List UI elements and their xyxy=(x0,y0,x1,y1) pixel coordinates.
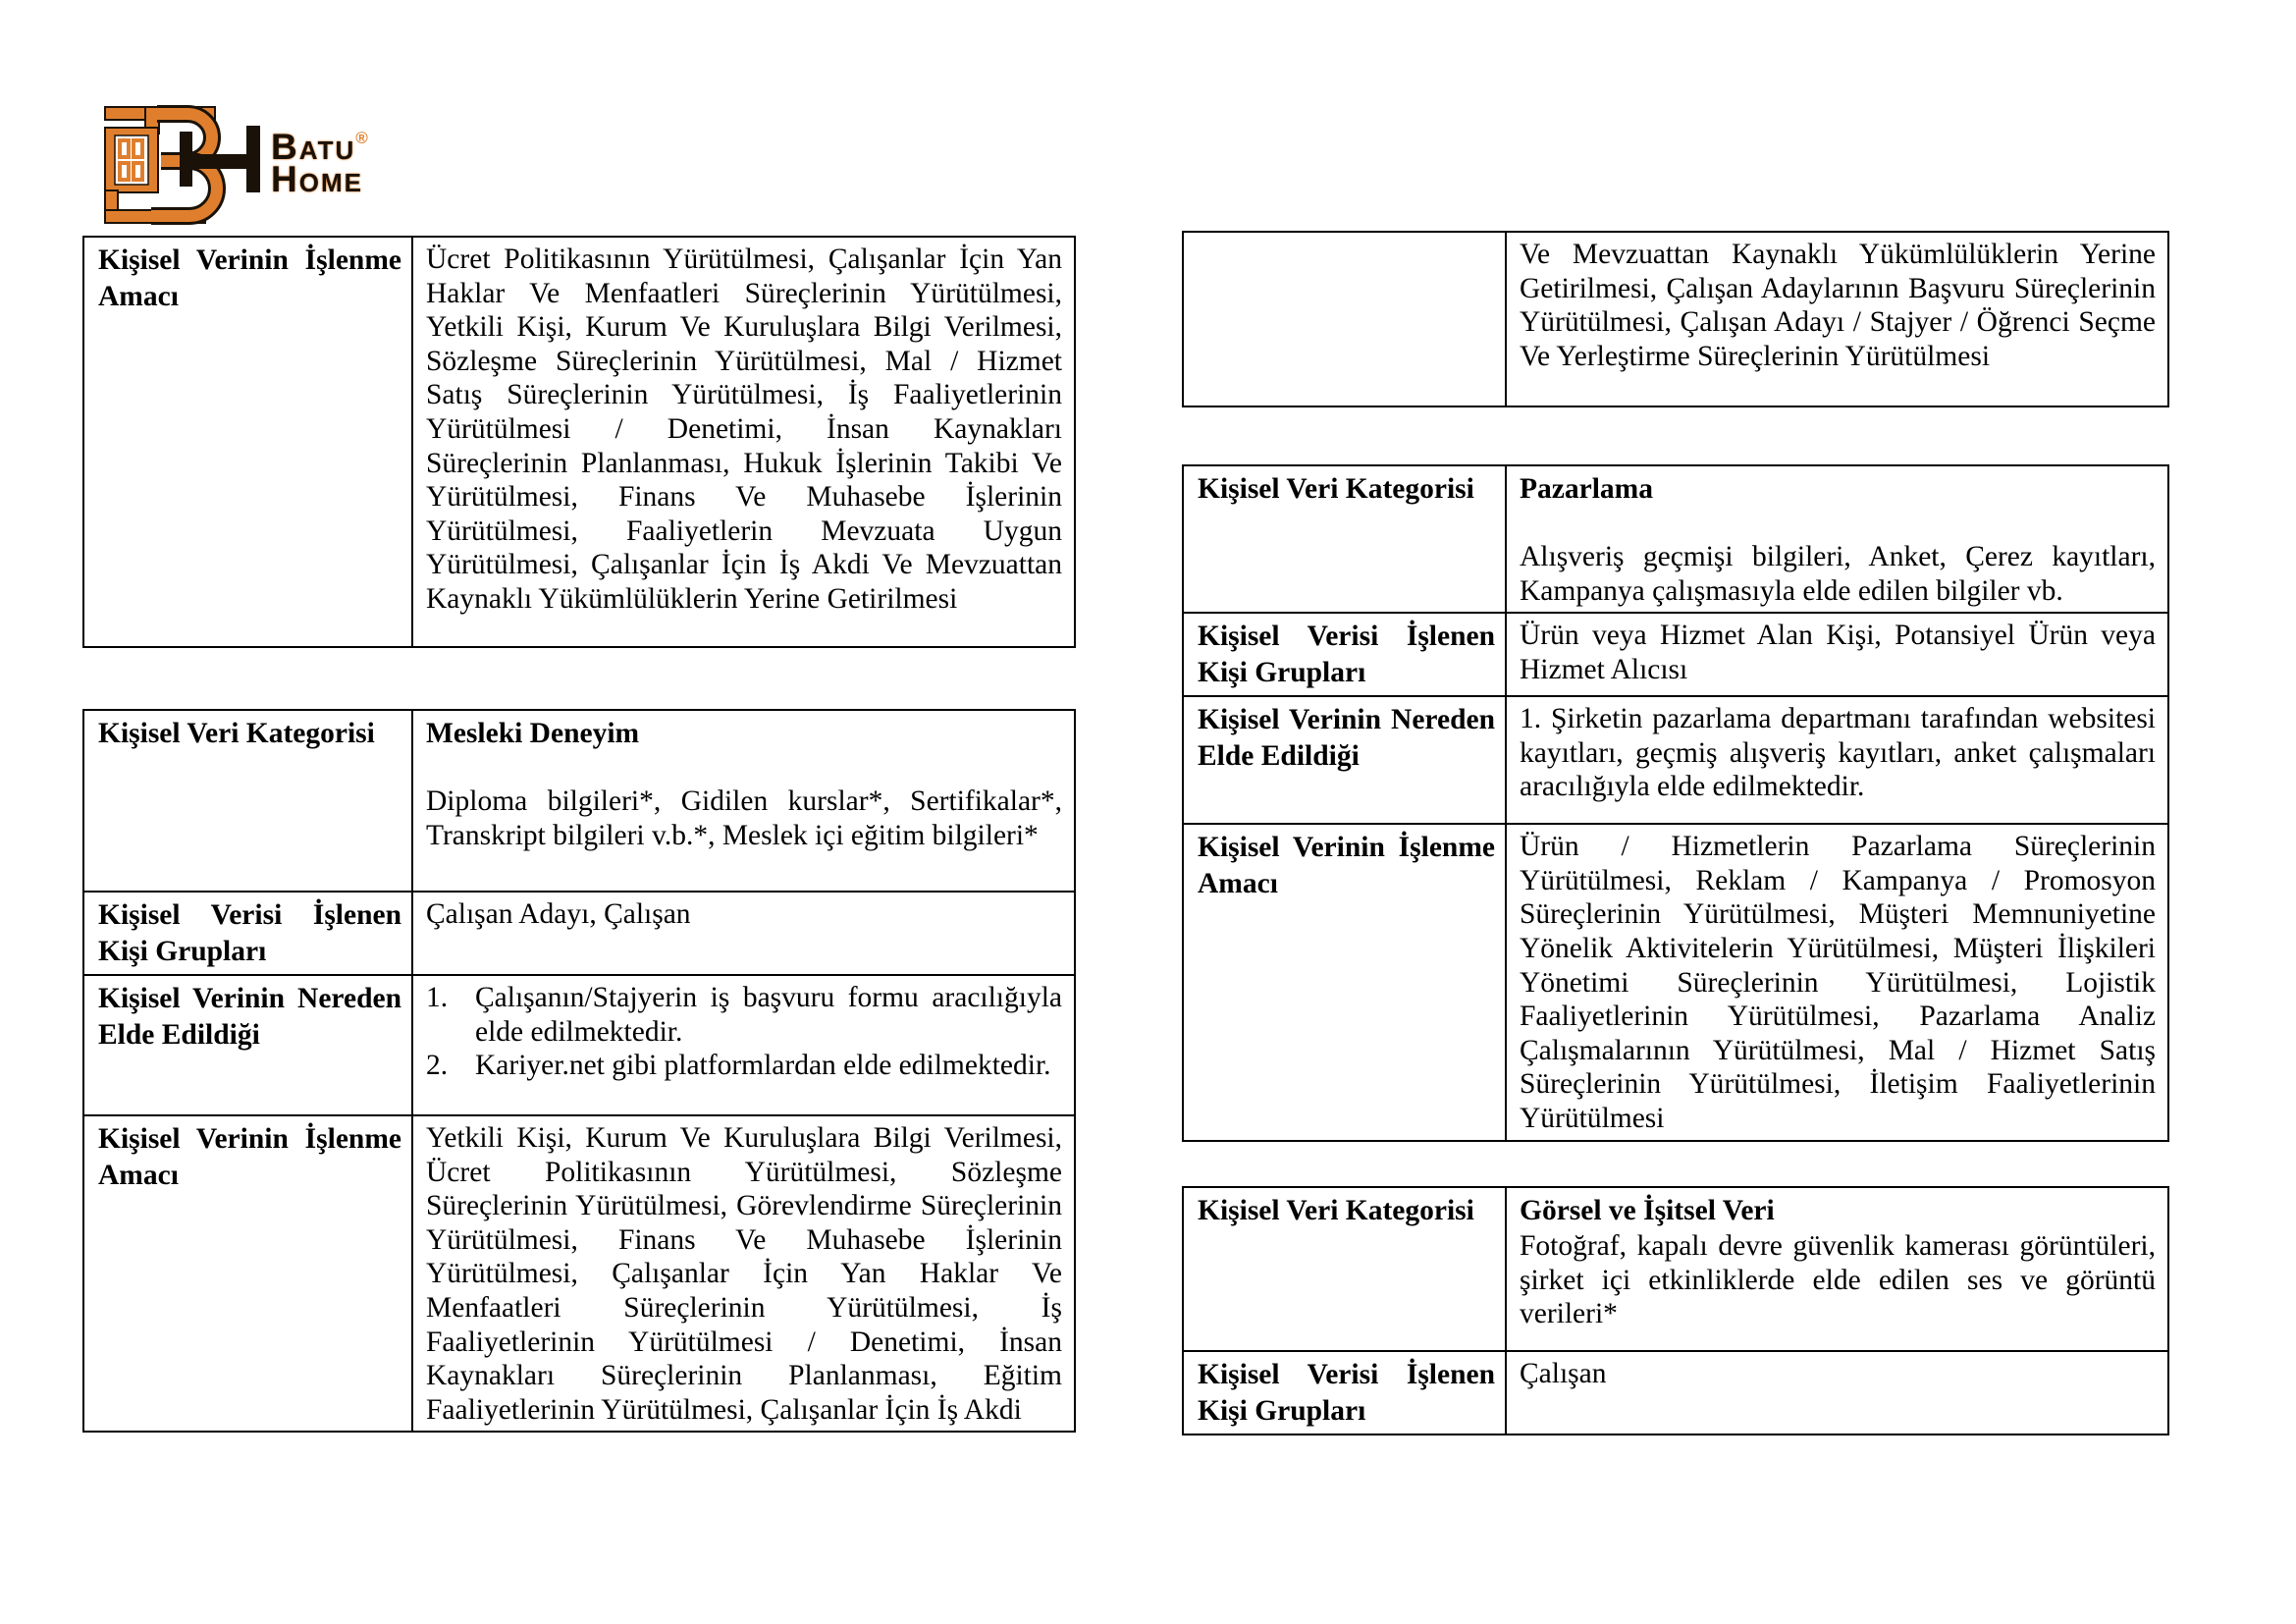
row-header-subject-groups: Kişisel Verisi İşlenen Kişi Grupları xyxy=(1184,614,1507,695)
logo-word-home: Home xyxy=(271,159,363,199)
list-item-text: Kariyer.net gibi platformlardan elde edilmektedir. xyxy=(475,1050,1051,1082)
category-title: Pazarlama xyxy=(1520,473,1653,505)
category-title: Görsel ve İşitsel Veri xyxy=(1520,1195,1775,1226)
table-row xyxy=(1184,823,2167,1139)
list-item-number: 1. xyxy=(426,982,449,1013)
category-description: Diploma bilgileri*, Gidilen kurslar*, Sertifikalar*, Transkript bilgileri v.b.*, Meslek içi eğitim bilgileri* xyxy=(426,785,1062,851)
row-header-processing-purpose: Kişisel Verinin İşlenme Amacı xyxy=(84,238,413,646)
category-description: Alışveriş geçmişi bilgileri, Anket, Çerez kayıtları, Kampanya çalışmasıyla elde edilen bilgiler vb. xyxy=(1520,541,2156,607)
row-header-data-source: Kişisel Verinin Nereden Elde Edildiği xyxy=(1184,697,1507,823)
row-header-processing-purpose: Kişisel Verinin İşlenme Amacı xyxy=(84,1116,413,1431)
table-audiovisual xyxy=(1182,1186,2169,1435)
cell-processing-purpose-text: Yetkili Kişi, Kurum Ve Kuruluşlara Bilgi Verilmesi, Ücret Politikasının Yürütülmesi, Sözleşme Süreçlerinin Yürütülmesi, Görevlendirme Süreçlerinin Yürütülmesi, Finans Ve Muhasebe İşlerinin Yürütülmesi, Çalışanlar İçin Yan Haklar Ve Menfaatleri Süreçlerinin Yürütülmesi, İş Faaliyetlerinin Yürütülmesi / Denetimi, İnsan Kaynakları Süreçlerinin Planlanması, Eğitim Faaliyetlerinin Yürütülmesi, Çalışanlar İçin İş Akdi xyxy=(426,1122,1062,1426)
table-row xyxy=(1184,1350,2167,1434)
row-header-processing-purpose: Kişisel Verinin İşlenme Amacı xyxy=(1184,825,1507,1139)
row-header-data-category: Kişisel Veri Kategorisi xyxy=(1184,1188,1507,1350)
cell-subject-groups: Çalışan xyxy=(1520,1358,1607,1389)
table-employment-purpose xyxy=(82,236,1076,648)
row-header-subject-groups: Kişisel Verisi İşlenen Kişi Grupları xyxy=(84,893,413,974)
table-marketing xyxy=(1182,464,2169,1142)
registered-trademark-icon: ® xyxy=(355,129,368,147)
cell-purpose-continuation-text: Ve Mevzuattan Kaynaklı Yükümlülüklerin Yerine Getirilmesi, Çalışan Adaylarının Başvuru Süreçlerinin Yürütülmesi, Çalışan Adayı / Stajyer / Öğrenci Seçme Ve Yerleştirme Süreçlerinin Yürütülmesi xyxy=(1520,239,2156,372)
table-row xyxy=(84,1114,1074,1431)
empty-header-cell xyxy=(1184,233,1507,406)
cell-data-category xyxy=(1507,1188,2167,1350)
cell-processing-purpose-text: Ücret Politikasının Yürütülmesi, Çalışanlar İçin Yan Haklar Ve Menfaatleri Süreçlerinin Yürütülmesi, Yetkili Kişi, Kurum Ve Kuruluşlara Bilgi Verilmesi, Sözleşme Süreçlerinin Yürütülmesi, Mal / Hizmet Satış Süreçlerinin Yürütülmesi, İş Faaliyetlerinin Yürütülmesi / Denetimi, İnsan Kaynakları Süreçlerinin Planlanması, Hukuk İşlerinin Takibi Ve Yürütülmesi, Finans Ve Muhasebe İşlerinin Yürütülmesi, Faaliyetlerin Mevzuata Uygun Yürütülmesi, Çalışanlar İçin İş Akdi Ve Mevzuattan Kaynaklı Yükümlülüklerin Yerine Getirilmesi xyxy=(426,244,1062,615)
cell-processing-purpose-text: Ürün / Hizmetlerin Pazarlama Süreçlerinin Yürütülmesi, Reklam / Kampanya / Promosyon Süreçlerinin Yürütülmesi, Müşteri Memnuniyetine Yönelik Aktivitelerin Yürütülmesi, Müşteri İlişkileri Yönetimi Süreçlerinin Yürütülmesi, Lojistik Faaliyetlerinin Yürütülmesi, Pazarlama Analiz Çalışmalarının Yürütülmesi, Mal / Hizmet Satış Süreçlerinin Yürütülmesi, İletişim Faaliyetlerinin Yürütülmesi xyxy=(1520,831,2156,1134)
table-professional-experience xyxy=(82,709,1076,1433)
table-row xyxy=(84,711,1074,891)
logo-wordmark xyxy=(271,122,368,199)
cell-data-source: 1. Şirketin pazarlama departmanı tarafından websitesi kayıtları, geçmiş alışveriş kayıtları, anket çalışmaları aracılığıyla elde edilmektedir. xyxy=(1520,703,2156,803)
table-row xyxy=(84,238,1074,646)
cell-subject-groups: Ürün veya Hizmet Alan Kişi, Potansiyel Ürün veya Hizmet Alıcısı xyxy=(1520,620,2156,685)
list-item-number: 2. xyxy=(426,1050,449,1082)
cell-subject-groups: Çalışan Adayı, Çalışan xyxy=(426,898,691,930)
batu-home-logo xyxy=(102,102,426,228)
table-purpose-continuation xyxy=(1182,231,2169,407)
batu-home-monogram-icon xyxy=(102,102,267,228)
row-header-data-category: Kişisel Veri Kategorisi xyxy=(1184,466,1507,612)
table-row xyxy=(84,891,1074,974)
table-row xyxy=(1184,695,2167,823)
list-item xyxy=(426,981,1062,1049)
table-row xyxy=(84,974,1074,1114)
list-item xyxy=(426,1049,1062,1083)
category-description: Fotoğraf, kapalı devre güvenlik kamerası görüntüleri, şirket içi etkinliklerde elde edilen ses ve görüntü verileri* xyxy=(1520,1230,2156,1330)
table-row xyxy=(1184,233,2167,406)
row-header-data-source: Kişisel Verinin Nereden Elde Edildiği xyxy=(84,976,413,1114)
table-row xyxy=(1184,1188,2167,1350)
cell-data-category xyxy=(1507,466,2167,612)
table-row xyxy=(1184,612,2167,695)
list-item-text: Çalışanın/Stajyerin iş başvuru formu aracılığıyla elde edilmektedir. xyxy=(475,982,1062,1048)
table-row xyxy=(1184,466,2167,612)
cell-data-source xyxy=(413,976,1074,1114)
cell-data-category xyxy=(413,711,1074,891)
logo-word-batu: Batu® xyxy=(271,127,368,167)
row-header-subject-groups: Kişisel Verisi İşlenen Kişi Grupları xyxy=(1184,1352,1507,1434)
row-header-data-category: Kişisel Veri Kategorisi xyxy=(84,711,413,891)
category-title: Mesleki Deneyim xyxy=(426,718,640,749)
